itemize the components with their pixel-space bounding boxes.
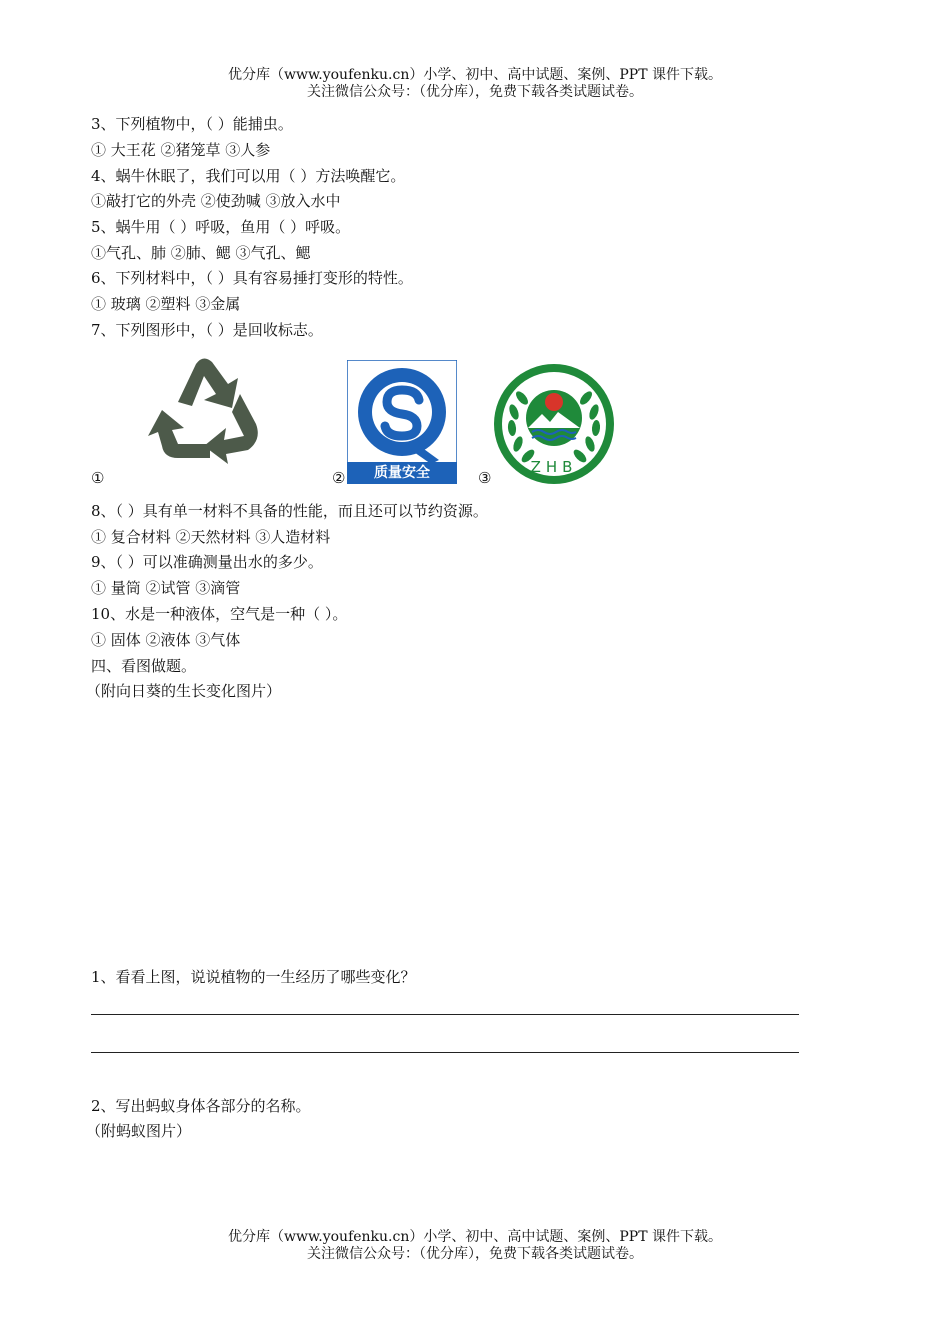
recycle-icon: [148, 354, 266, 466]
question-10-stem: 10、水是一种液体，空气是一种（ ）。: [91, 605, 348, 623]
question-6-options: ① 玻璃 ②塑料 ③金属: [91, 295, 241, 313]
header-line-2: 关注微信公众号：（优分库），免费下载各类试题试卷。: [307, 84, 643, 100]
figure-label-2: ②: [332, 469, 346, 487]
question-7-stem: 7、下列图形中，（ ）是回收标志。: [91, 321, 323, 339]
question-3-stem: 3、下列植物中，（ ）能捕虫。: [91, 115, 293, 133]
figure-label-1: ①: [91, 469, 105, 487]
question-8-stem: 8、（ ）具有单一材料不具备的性能，而且还可以节约资源。: [91, 502, 488, 520]
footer-line-1: 优分库（www.youfenku.cn）小学、初中、高中试题、案例、PPT 课件下载。: [227, 1229, 722, 1245]
sunflower-image-note: （附向日葵的生长变化图片）: [86, 682, 282, 700]
figure-label-3: ③: [478, 469, 492, 487]
question-6-stem: 6、下列材料中，（ ）具有容易捶打变形的特性。: [91, 269, 413, 287]
question-4-options: ①敲打它的外壳 ②使劲喊 ③放入水中: [91, 192, 341, 210]
section-4-question-1: 1、看看上图，说说植物的一生经历了哪些变化？: [91, 968, 416, 986]
question-4-stem: 4、蜗牛休眠了，我们可以用（ ）方法唤醒它。: [91, 167, 406, 185]
question-10-options: ① 固体 ②液体 ③气体: [91, 631, 241, 649]
ant-image-note: （附蚂蚁图片）: [86, 1122, 192, 1140]
question-9-options: ① 量筒 ②试管 ③滴管: [91, 579, 241, 597]
footer-line-2: 关注微信公众号：（优分库），免费下载各类试题试卷。: [307, 1246, 643, 1262]
answer-line-2: [91, 1052, 799, 1053]
answer-line-1: [91, 1014, 799, 1015]
qs-caption: 质量安全: [374, 465, 430, 481]
question-9-stem: 9、（ ）可以准确测量出水的多少。: [91, 553, 323, 571]
page-footer: [0, 1229, 950, 1263]
page-header: [0, 67, 950, 101]
section-4-title: 四、看图做题。: [91, 657, 197, 675]
question-5-options: ①气孔、肺 ②肺、鳃 ③气孔、鳃: [91, 244, 311, 262]
zhb-text: ZHB: [530, 458, 578, 476]
question-3-options: ① 大王花 ②猪笼草 ③人参: [91, 141, 271, 159]
section-4-question-2: 2、写出蚂蚁身体各部分的名称。: [91, 1097, 311, 1115]
header-line-1: 优分库（www.youfenku.cn）小学、初中、高中试题、案例、PPT 课件下载。: [227, 67, 722, 83]
question-5-stem: 5、蜗牛用（ ）呼吸，鱼用（ ）呼吸。: [91, 218, 351, 236]
question-8-options: ① 复合材料 ②天然材料 ③人造材料: [91, 528, 331, 546]
